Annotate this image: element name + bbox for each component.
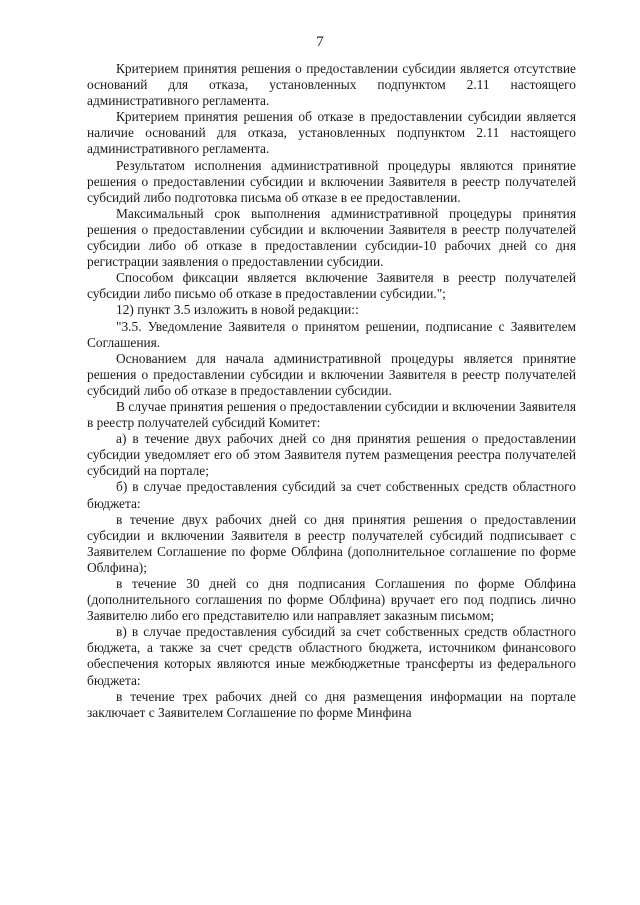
paragraph-item-12: 12) пункт 3.5 изложить в новой редакции:: <box>116 302 359 318</box>
page-number: 7 <box>316 34 324 50</box>
paragraph-subitem-v-agreement: в течение трех рабочих дней со дня размещения информации на портале заключает с Заявителем Соглашение по форме Минфина <box>87 688 576 720</box>
paragraph-committee-actions: В случае принятия решения о предоставлении субсидии и включении Заявителя в реестр получателей субсидий Комитет: <box>87 398 576 431</box>
paragraph-subitem-b-delivery: в течение 30 дней со дня подписания Соглашения по форме Облфина (дополнительного соглашения по форме Облфина) вручает его под подпись лично Заявителю либо его представителю или направляет заказным письмом; <box>87 576 576 624</box>
paragraph-subitem-a: а) в течение двух рабочих дней со дня принятия решения о предоставлении субсидии уведомляет его об этом Заявителя путем размещения реестра получателей субсидий на портале; <box>87 431 576 479</box>
paragraph-procedure-basis: Основанием для начала административной процедуры является принятие решения о предоставлении субсидии и включении Заявителя в реестр получателей субсидий либо об отказе в предоставлении субсидии. <box>87 350 576 398</box>
paragraph-subitem-b: б) в случае предоставления субсидий за счет собственных средств областного бюджета: <box>87 479 576 511</box>
paragraph-subitem-b-signing: в течение двух рабочих дней со дня принятия решения о предоставлении субсидии и включении Заявителя в реестр получателей субсидий подписывает с Заявителем Соглашение по форме Облфина (дополнительное соглашение по форме Облфина); <box>87 511 576 575</box>
paragraph-criterion-grant: Критерием принятия решения о предоставлении субсидии является отсутствие оснований для отказа, установленных подпунктом 2.11 настоящего административного регламента. <box>87 61 576 109</box>
paragraph-subitem-v: в) в случае предоставления субсидий за счет собственных средств областного бюджета, а также за счет средств областного бюджета, источником финансового обеспечения которых являются иные межбюджетные трансферты из федерального бюджета: <box>87 624 576 688</box>
paragraph-procedure-result: Результатом исполнения административной процедуры являются принятие решения о предоставлении субсидии и включении Заявителя в реестр получателей субсидий либо подготовка письма об отказе в ее предоставлении. <box>87 157 576 205</box>
paragraph-max-term: Максимальный срок выполнения административной процедуры принятия решения о предоставлении субсидии и включении Заявителя в реестр получателей субсидии либо об отказе в предоставлении субсидии-10 рабочих дней со дня регистрации заявления о предоставлении субсидии. <box>87 205 576 270</box>
paragraph-section-3-5-title: "3.5. Уведомление Заявителя о принятом решении, подписание с Заявителем Соглашения. <box>87 318 576 350</box>
paragraph-criterion-refusal: Критерием принятия решения об отказе в предоставлении субсидии является наличие оснований для отказа, установленных подпунктом 2.11 настоящего административного регламента. <box>87 109 576 157</box>
document-body <box>87 61 576 721</box>
paragraph-fixation-method: Способом фиксации является включение Заявителя в реестр получателей субсидии либо письмо об отказе в предоставлении субсидии."; <box>87 270 576 302</box>
